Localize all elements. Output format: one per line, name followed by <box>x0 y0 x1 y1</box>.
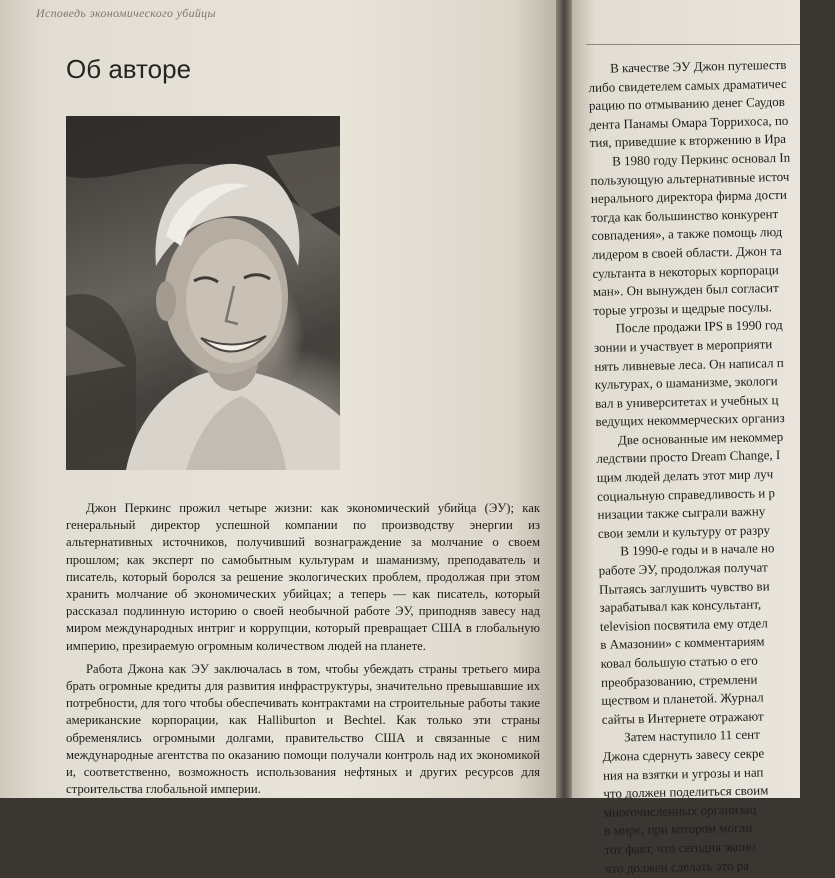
right-page-line: работе ЭУ, продолжая получат <box>598 559 768 578</box>
right-page-line: тия, приведшие к вторжению в Ира <box>589 131 787 151</box>
right-page-line: тот факт, что сегодня эконо <box>604 838 756 857</box>
right-page-line: низации также сыграли важну <box>597 503 766 523</box>
running-head: Исповедь экономического убийцы <box>36 6 216 20</box>
right-page-line: совпадения», а также помощь люд <box>591 224 783 244</box>
right-page-line: что должен сделать это ра <box>604 857 750 876</box>
right-page-line: в мире, при котором могли <box>603 820 753 839</box>
author-photo <box>66 116 340 470</box>
right-page-line: нять ливневые леса. Он написал п <box>594 354 784 374</box>
right-page-line: социальную справедливость и р <box>596 484 776 504</box>
right-page-line: что должен поделиться своим <box>603 782 769 801</box>
right-page-line: зонии и участвует в мероприяти <box>593 336 773 355</box>
right-page-line: зарабатывал как консультант, <box>599 596 762 616</box>
right-page-line: ществом и планетой. Журнал <box>601 689 764 709</box>
author-bio <box>66 500 540 798</box>
section-title: Об авторе <box>66 54 192 84</box>
right-page-line: сультанта в некоторых корпораци <box>592 261 779 281</box>
right-page <box>572 0 800 876</box>
right-page-line: в Амазонии» с комментариям <box>600 633 765 653</box>
right-page-line: Джона сдернуть завесу секре <box>602 745 765 764</box>
right-page-line: ледствии просто Dream Change, I <box>596 447 781 467</box>
right-page-line: television посвятила ему отдел <box>599 615 768 634</box>
right-page-text <box>588 55 835 878</box>
bio-paragraph-1: Джон Перкинс прожил четыре жизни: как экономический убийца (ЭУ); как генеральный директор успешной компании по производству энергии из альтернативных источников, получивший вознаграждение за молчание о своем прошлом; как эксперт по самобытным культурам и шаманизму, преподаватель и писатель, который боролся за решение экологических проблем, продолжая при этом хранить молчание об экономических убийцах; а теперь — как писатель, который рассказал подлинную историю о своей необычной работе ЭУ, приподняв завесу над миром международных интриг и коррупции, который превращает США в глобальную империю, презираемую огромным количеством людей на планете. <box>66 501 540 653</box>
right-page-line: преобразованию, стремлени <box>600 671 758 690</box>
right-page-line: Две основанные им некоммер <box>617 428 784 448</box>
right-page-line: тогда как большинство конкурент <box>591 205 779 225</box>
right-page-line: После продажи IPS в 1990 год <box>615 317 783 336</box>
right-page-line: Затем наступило 11 сент <box>624 726 760 745</box>
right-page-line: ман». Он вынужден был согласит <box>592 280 779 300</box>
right-page-line: рацию по отмыванию денег Саудов <box>588 94 785 114</box>
right-page-line: нерального директора фирма дости <box>590 187 787 207</box>
author-portrait-drawing <box>66 116 340 470</box>
right-page-line: лидером в своей области. Джон та <box>591 242 782 262</box>
right-page-line: вал в университетах и учебных ц <box>595 391 779 411</box>
right-page-line: культурах, о шаманизме, экологи <box>594 373 778 393</box>
header-rule <box>586 44 800 45</box>
right-page-line: ния на взятки и угрозы и нап <box>602 764 764 783</box>
right-page-line: щим людей делать этот мир луч <box>596 466 774 485</box>
bio-paragraph-2: Работа Джона как ЭУ заключалась в том, чтобы убеждать страны третьего мира брать огромные кредиты для развития инфраструктуры, значительно превышавшие их потребности, для того чтобы обеспечивать контрактами на строительные работы такие американские корпорации, как Halliburton и Bechtel. Как только эти страны обременялись огромными долгами, правительство США и связанные с ним международные агентства по оказанию помощи получали контроль над их экономикой и, соответственно, возможность использования нефтяных и других ресурсов для строительства глобальной империи. <box>66 661 540 797</box>
right-page-line: Пытаясь заглушить чувство ви <box>598 577 770 597</box>
right-page-line: дента Панамы Омара Торрихоса, по <box>589 112 789 132</box>
right-page-line: ковал большую статью о его <box>600 652 758 671</box>
right-page-line: пользующую альтернативные источ <box>590 168 790 188</box>
right-page-line: ведущих некоммерческих организ <box>595 410 785 430</box>
right-page-line: В 1990-е годы и в начале но <box>620 540 775 559</box>
right-page-line: свои земли и культуру от разру <box>597 522 771 541</box>
right-page-line: торые угрозы и щедрые посулы. <box>593 298 773 318</box>
right-page-line: многочисленных организац <box>603 801 757 820</box>
right-page-line: либо свидетелем самых драматичес <box>588 75 787 95</box>
right-page-line: сайты в Интернете отражают <box>601 708 764 727</box>
right-page-line: В качестве ЭУ Джон путешеств <box>610 56 787 76</box>
right-page-line: В 1980 году Перкинс основал In <box>611 149 791 169</box>
